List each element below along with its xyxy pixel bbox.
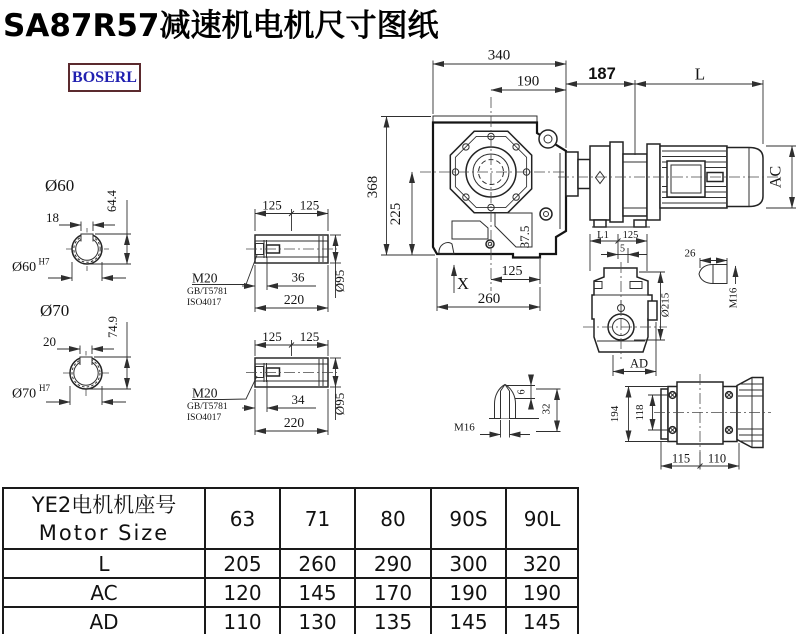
table-cell: 260 [280,549,355,578]
table-cell: 190 [431,578,506,607]
table-cell: 145 [431,607,506,634]
hollow-top-bolt-label: M20 [192,270,218,286]
front-flange-width: 190 [516,73,540,90]
table-row-AD [3,607,578,634]
shaft-end-view-60 [12,176,131,281]
shaft60-key-width: 18 [46,210,59,225]
hollow-bot-dim-125-left: 125 [262,329,282,344]
key-width: 26 [684,247,696,260]
side-l1: L1 [597,230,609,241]
motor-size-table [2,487,579,634]
table-row-L [3,549,578,578]
table-cell: 110 [205,607,280,634]
shaft-section-detail [454,378,561,438]
table-row-label: AC [3,578,205,607]
hollow-top-dim-125-right: 125 [299,197,320,213]
front-height: 368 [365,175,381,199]
top-height: 194 [609,405,621,423]
side-125: 125 [622,230,639,241]
top-right-dim: 110 [707,451,727,466]
table-row-AC [3,578,578,607]
hollow-bot-dim-125-right: 125 [299,329,320,344]
front-base-width: 260 [477,291,501,307]
gearbox-top-view [609,374,771,470]
front-chamfer: 37.5 [517,225,532,249]
top-bolt-span: 118 [634,404,646,421]
table-col-71: 71 [280,488,355,549]
hollow-bot-depth: 34 [291,392,305,407]
hollow-top-std2: ISO4017 [187,298,222,308]
section-key-height: 6 [516,389,528,395]
side-dia: Ø215 [659,292,672,318]
table-col-90l: 90L [506,488,578,549]
top-left-dim: 115 [671,451,691,466]
hollow-shaft-section-bottom [187,329,347,435]
table-cell: 145 [506,607,578,634]
table-cell: 190 [506,578,578,607]
table-cell: 290 [355,549,431,578]
table-header-en: Motor Size [38,520,170,545]
shaft60-label: Ø60 [45,176,75,195]
table-col-63: 63 [205,488,280,549]
shaft70-key-width: 20 [43,334,56,349]
view-x-label: X [457,274,469,293]
motor-adapter-length: 187 [588,65,616,83]
shaft-end-view-70 [12,301,131,405]
table-cell: 205 [205,549,280,578]
table-header-cn: YE2电机机座号 [31,492,177,517]
key-dims [700,258,736,284]
table-row-label: AD [3,607,205,634]
hollow-top-length: 220 [283,292,305,307]
table-col-90s: 90S [431,488,506,549]
table-row-label: L [3,549,205,578]
section-thread: M16 [454,421,475,434]
table-cell: 170 [355,578,431,607]
hollow-bot-dia: Ø95 [332,392,347,416]
shaft60-bore: Ø60 [12,260,37,275]
input-coupling [566,152,578,196]
motor-flange [647,144,660,220]
hollow-shaft-section-top [187,198,347,313]
front-half-width: 125 [501,264,523,279]
shaft60-height: 64.4 [105,190,119,212]
gearbox-side-view [583,230,672,376]
hollow-top-depth: 36 [291,269,305,285]
side-ad: AD [629,356,649,371]
front-width: 340 [487,47,511,64]
page-title: SA87R57减速机电机尺寸图纸 [3,8,439,44]
table-cell: 145 [280,578,355,607]
key-thread: M16 [727,287,740,309]
table-cell: 120 [205,578,280,607]
brand-logo: BOSERL [68,63,141,92]
table-cell: 135 [355,607,431,634]
section-dia: 32 [540,403,553,415]
shaft70-label: Ø70 [40,301,70,320]
front-center-height: 225 [388,202,404,226]
table-cell: 320 [506,549,578,578]
motor-length: L [694,64,706,84]
key-detail [685,248,740,309]
hollow-bot-std1: GB/T5781 [187,402,228,412]
side-5: 5 [620,243,625,255]
shaft70-bore: Ø70 [12,386,37,402]
hollow-bot-length: 220 [283,415,305,430]
shaft60-tolerance: H7 [38,256,50,267]
hollow-top-std1: GB/T5781 [187,287,228,297]
shaft70-tolerance: H7 [39,383,50,393]
motor-dia: AC [767,165,785,189]
hollow-bot-bolt-label: M20 [192,385,218,401]
hollow-bot-std2: ISO4017 [187,413,222,423]
table-cell: 130 [280,607,355,634]
table-col-80: 80 [355,488,431,549]
table-header-motor-size [3,488,205,549]
table-cell: 300 [431,549,506,578]
motor-nameplate [667,161,705,197]
gearbox-front-view [365,48,584,312]
hollow-top-dia: Ø95 [332,269,347,293]
hollow-top-dim-125-left: 125 [262,197,282,213]
shaft70-height: 74.9 [106,316,120,338]
motor-side-view [558,65,796,228]
